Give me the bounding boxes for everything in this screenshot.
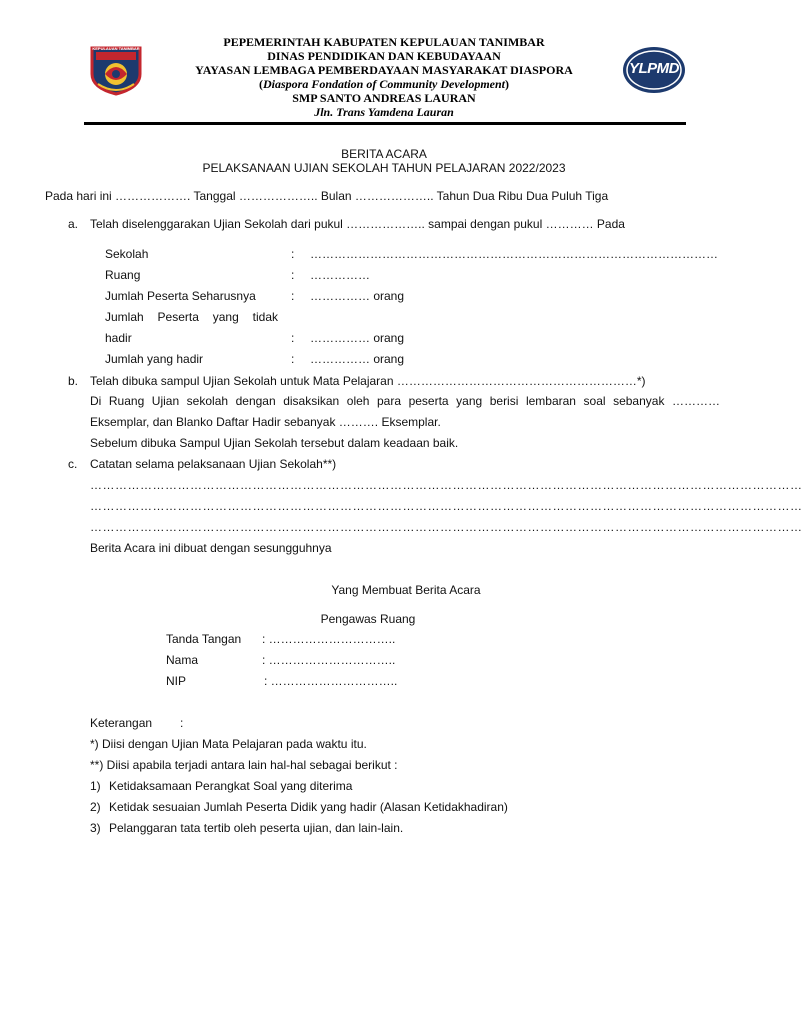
foundation-english-name: Diaspora Fondation of Community Development [262, 77, 505, 91]
field-label-sekolah: Sekolah [105, 247, 149, 261]
header-government: PEPEMERINTAH KABUPATEN KEPULAUAN TANIMBAR [223, 35, 545, 49]
item-b-line-1: Telah dibuka sampul Ujian Sekolah untuk Mata Pelajaran ……………………………………………………*) [90, 374, 646, 388]
list-number: 2) [90, 800, 101, 814]
notes-heading: Keterangan [90, 716, 153, 730]
item-a-text: Telah diselenggarakan Ujian Sekolah dari pukul ……………….. sampai dengan pukul ………… Pada [90, 217, 625, 231]
note-1: *) Diisi dengan Ujian Mata Pelajaran pada waktu itu. [90, 737, 367, 751]
field-value-absent-participants: …………… orang [310, 331, 405, 345]
note-2: **) Diisi apabila terjadi antara lain hal-hal sebagai berikut : [90, 758, 398, 772]
signature-heading: Yang Membuat Berita Acara [331, 583, 481, 597]
list-number: 3) [90, 821, 101, 835]
item-b-line-4: Sebelum dibuka Sampul Ujian Sekolah tersebut dalam keadaan baik. [90, 436, 459, 450]
field-value-ruang: …………… [310, 268, 370, 282]
nip-value: : ………………………….. [264, 674, 398, 688]
signature-label: Tanda Tangan [166, 632, 242, 646]
notes-dotted-line: ……………………………………………………………………………………………………………………………………………………… [90, 520, 803, 534]
list-item: Ketidak sesuaian Jumlah Peserta Didik yang hadir (Alasan Ketidakhadiran) [109, 800, 508, 814]
field-label-absent-participants-cont: hadir [105, 331, 132, 345]
header-department: DINAS PENDIDIKAN DAN KEBUDAYAAN [267, 49, 501, 63]
notes-dotted-line: ……………………………………………………………………………………………………………………………………………………… [90, 499, 803, 513]
field-colon: : [291, 331, 295, 345]
signature-role: Pengawas Ruang [320, 612, 416, 626]
field-colon: : [291, 247, 295, 261]
field-value-present-participants: …………… orang [310, 352, 405, 366]
paren-close: ) [505, 77, 509, 91]
item-b-line-2: Di Ruang Ujian sekolah dengan disaksikan oleh para peserta yang berisi lembaran soal sebanyak ………… [90, 394, 720, 408]
list-item: Pelanggaran tata tertib oleh peserta ujian, dan lain-lain. [109, 821, 404, 835]
field-colon: : [291, 352, 295, 366]
intro-line: Pada hari ini ………………. Tanggal ……………….. Bulan ……………….. Tahun Dua Ribu Dua Puluh Tiga [45, 189, 609, 203]
header-foundation-english [0, 77, 768, 91]
field-value-expected-participants: …………… orang [310, 289, 405, 303]
header-school-name: SMP SANTO ANDREAS LAURAN [292, 91, 476, 105]
item-b-marker: b. [68, 374, 79, 388]
nip-label: NIP [166, 674, 187, 688]
field-colon: : [291, 289, 295, 303]
title-line-2: PELAKSANAAN UJIAN SEKOLAH TAHUN PELAJARAN 2022/2023 [202, 161, 566, 175]
item-b-line-3: Eksemplar, dan Blanko Daftar Hadir sebanyak ………. Eksemplar. [90, 415, 441, 429]
regency-emblem-label: KEPULAUAN TANIMBAR [92, 46, 140, 51]
field-label-absent-participants: Jumlah Peserta yang tidak [105, 310, 278, 324]
field-label-ruang: Ruang [105, 268, 141, 282]
item-c-marker: c. [68, 457, 78, 471]
paren-open: ( [258, 77, 263, 91]
closing-statement: Berita Acara ini dibuat dengan sesungguhnya [90, 541, 332, 555]
item-c-line-1: Catatan selama pelaksanaan Ujian Sekolah**) [90, 457, 337, 471]
name-value: : ………………………….. [262, 653, 396, 667]
ylpmd-logo-text: YLPMD [629, 60, 679, 77]
name-label: Nama [166, 653, 199, 667]
header-address: Jln. Trans Yamdena Lauran [314, 105, 454, 119]
notes-dotted-line: ……………………………………………………………………………………………………………………………………………………… [90, 478, 803, 492]
field-label-present-participants: Jumlah yang hadir [105, 352, 204, 366]
header-rule [84, 122, 686, 125]
signature-value: : ………………………….. [262, 632, 396, 646]
list-number: 1) [90, 779, 101, 793]
field-label-expected-participants: Jumlah Peserta Seharusnya [105, 289, 256, 303]
field-colon: : [291, 268, 295, 282]
document-title [0, 147, 768, 175]
title-line-1: BERITA ACARA [341, 147, 427, 161]
item-a-marker: a. [68, 217, 79, 231]
header-foundation: YAYASAN LEMBAGA PEMBERDAYAAN MASYARAKAT DIASPORA [195, 63, 573, 77]
field-value-sekolah: ………………………………………………………………………………………… [310, 247, 718, 261]
notes-colon: : [180, 716, 184, 730]
list-item: Ketidaksamaan Perangkat Soal yang diterima [109, 779, 353, 793]
